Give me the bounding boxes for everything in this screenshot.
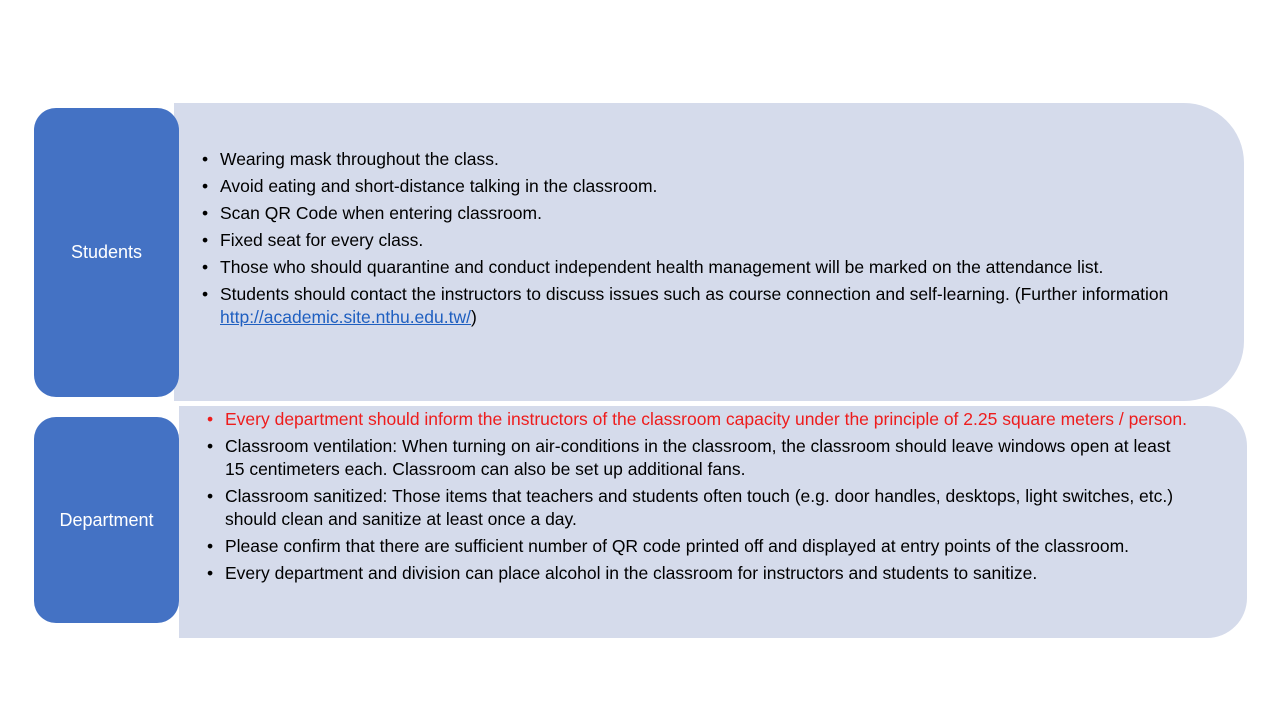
department-item-capacity: • Every department should inform the instructors of the classroom capacity under the principle of 2.25 square meters / person.	[205, 408, 1187, 431]
department-list	[205, 408, 1187, 585]
students-item-mask: • Wearing mask throughout the class.	[200, 148, 1184, 171]
students-label: Students	[70, 242, 143, 262]
students-item-seat: • Fixed seat for every class.	[200, 229, 1184, 252]
department-item-sanitized: • Classroom sanitized: Those items that teachers and students often touch (e.g. door handles, desktops, light switches, etc.) should clean and sanitize at least once a day.	[205, 485, 1187, 531]
department-item-ventilation: • Classroom ventilation: When turning on air-conditions in the classroom, the classroom should leave windows open at least 15 centimeters each. Classroom can also be set up additional fans.	[205, 435, 1187, 481]
department-label: Department	[59, 509, 154, 530]
students-item-contact: • Students should contact the instructors to discuss issues such as course connection and self-learning. (Further information http://academic.site.nthu.edu.tw/)	[200, 283, 1184, 329]
students-list	[200, 148, 1184, 329]
department-item-qr: • Please confirm that there are sufficient number of QR code printed off and displayed at entry points of the classroom.	[205, 535, 1187, 558]
department-item-alcohol: • Every department and division can place alcohol in the classroom for instructors and students to sanitize.	[205, 562, 1187, 585]
students-item-eating: • Avoid eating and short-distance talking in the classroom.	[200, 175, 1184, 198]
department-tab	[34, 417, 179, 623]
students-item-quarantine: • Those who should quarantine and conduct independent health management will be marked on the attendance list.	[200, 256, 1184, 279]
students-tab	[34, 108, 179, 397]
students-item-qr: • Scan QR Code when entering classroom.	[200, 202, 1184, 225]
academic-site-link[interactable]: http://academic.site.nthu.edu.tw/	[220, 307, 471, 327]
students-panel	[174, 103, 1244, 401]
department-panel	[179, 406, 1247, 638]
